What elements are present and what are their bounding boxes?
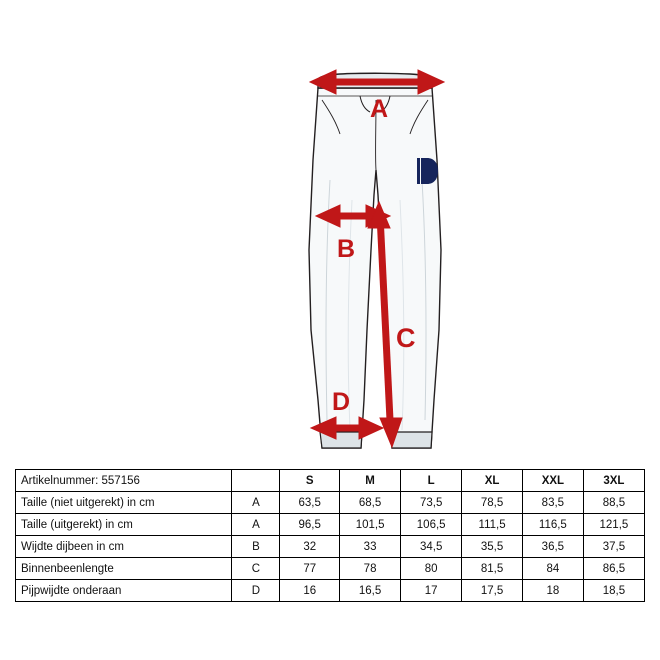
row-value: 78,5 (462, 492, 523, 514)
row-letter: B (232, 536, 280, 558)
row-value: 111,5 (462, 514, 523, 536)
row-value: 88,5 (583, 492, 644, 514)
row-value: 63,5 (280, 492, 340, 514)
row-letter: D (232, 580, 280, 602)
row-value: 35,5 (462, 536, 523, 558)
measure-letter-d: D (332, 388, 351, 416)
row-value: 16,5 (340, 580, 401, 602)
row-label: Taille (niet uitgerekt) in cm (16, 492, 232, 514)
row-label: Wijdte dijbeen in cm (16, 536, 232, 558)
row-value: 83,5 (522, 492, 583, 514)
row-value: 86,5 (583, 558, 644, 580)
table-row (16, 514, 645, 536)
row-value: 32 (280, 536, 340, 558)
measure-letter-b: B (337, 235, 356, 263)
size-header-s: S (280, 470, 340, 492)
size-header-3xl: 3XL (583, 470, 644, 492)
size-header-xxl: XXL (522, 470, 583, 492)
row-value: 80 (401, 558, 462, 580)
row-value: 18,5 (583, 580, 644, 602)
table-row (16, 492, 645, 514)
row-value: 77 (280, 558, 340, 580)
size-header-m: M (340, 470, 401, 492)
row-label: Taille (uitgerekt) in cm (16, 514, 232, 536)
letter-header-cell (232, 470, 280, 492)
article-number-cell: Artikelnummer: 557156 (16, 470, 232, 492)
row-value: 17 (401, 580, 462, 602)
row-value: 68,5 (340, 492, 401, 514)
table-row (16, 580, 645, 602)
row-value: 106,5 (401, 514, 462, 536)
row-label: Binnenbeenlengte (16, 558, 232, 580)
row-value: 101,5 (340, 514, 401, 536)
row-letter: A (232, 514, 280, 536)
row-value: 121,5 (583, 514, 644, 536)
measure-letter-c: C (396, 323, 416, 353)
measure-letter-a: A (370, 95, 389, 123)
row-value: 17,5 (462, 580, 523, 602)
table-row (16, 536, 645, 558)
size-table-body (16, 470, 645, 602)
table-row (16, 558, 645, 580)
size-table (15, 469, 645, 602)
table-header-row (16, 470, 645, 492)
row-value: 34,5 (401, 536, 462, 558)
row-letter: C (232, 558, 280, 580)
row-value: 81,5 (462, 558, 523, 580)
row-value: 18 (522, 580, 583, 602)
row-label: Pijpwijdte onderaan (16, 580, 232, 602)
row-value: 78 (340, 558, 401, 580)
row-value: 16 (280, 580, 340, 602)
size-header-l: L (401, 470, 462, 492)
row-value: 36,5 (522, 536, 583, 558)
row-value: 73,5 (401, 492, 462, 514)
row-value: 96,5 (280, 514, 340, 536)
row-value: 37,5 (583, 536, 644, 558)
row-value: 84 (522, 558, 583, 580)
size-header-xl: XL (462, 470, 523, 492)
row-letter: A (232, 492, 280, 514)
row-value: 116,5 (522, 514, 583, 536)
pants-outline (309, 73, 441, 448)
row-value: 33 (340, 536, 401, 558)
